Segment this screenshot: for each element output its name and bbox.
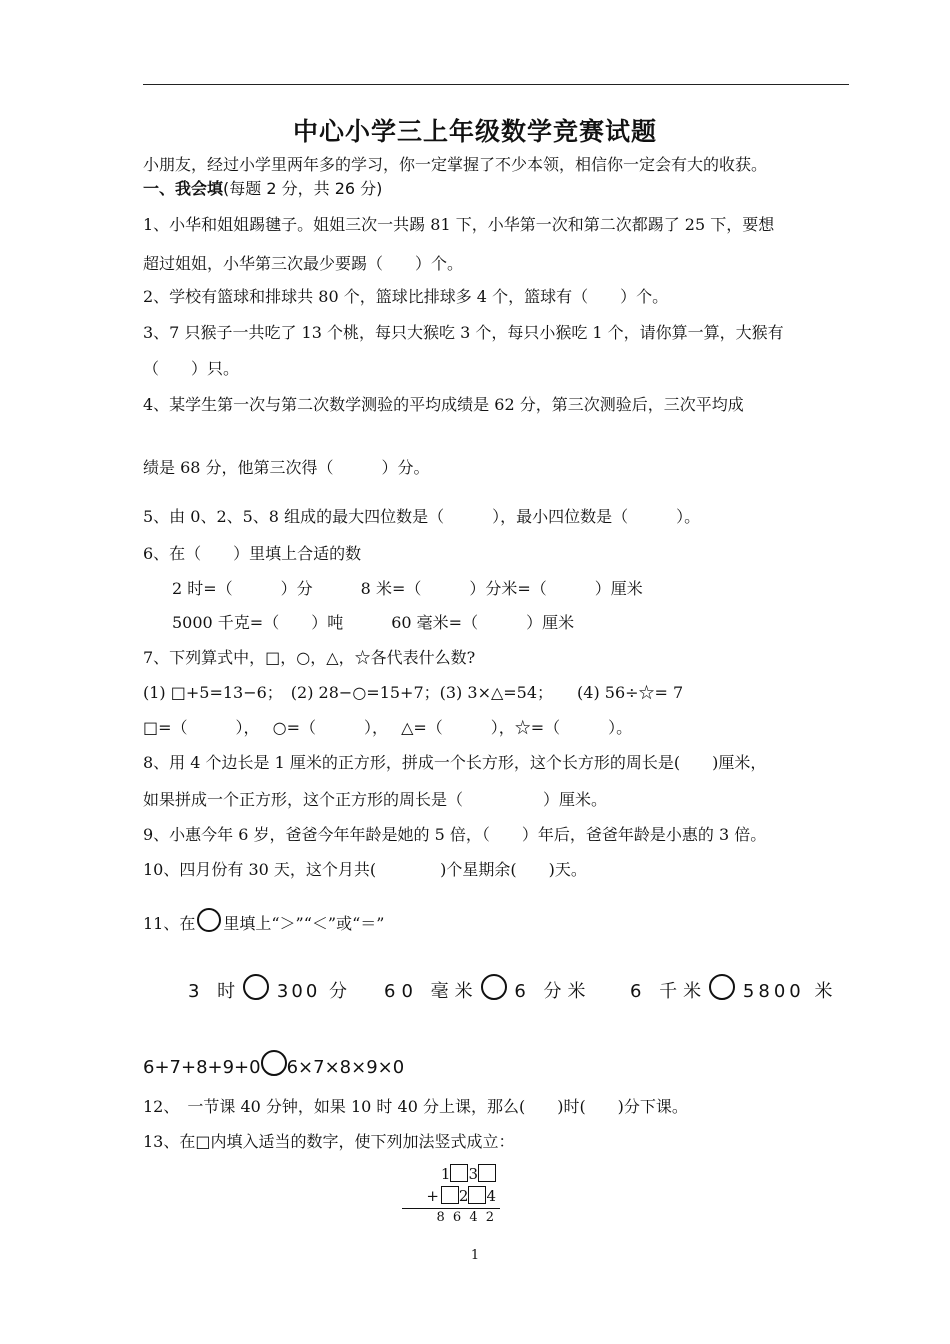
- q2: 2、学校有篮球和排球共 80 个，篮球比排球多 4 个，篮球有（ ）个。: [143, 287, 669, 306]
- intro-text: 小朋友，经过小学里两年多的学习，你一定掌握了不少本领，相信你一定会有大的收获。: [143, 155, 768, 174]
- blank-box[interactable]: [478, 1164, 496, 1182]
- digit: 3: [468, 1165, 478, 1183]
- compare-4: [143, 1050, 404, 1078]
- q7-line2: (1) □+5=13−6； (2) 28−○=15+7；(3) 3×△=54； (4) 56÷☆= 7: [143, 683, 684, 702]
- compare-3-left: 6 千米: [630, 981, 708, 1002]
- q1-line1: 1、小华和姐姐踢毽子。姐姐三次一共踢 81 下，小华第一次和第二次都踢了 25 下，要想: [143, 215, 775, 234]
- q11-prompt: [143, 908, 384, 935]
- section-note: (每题 2 分，共 26 分): [223, 179, 383, 198]
- q11-prompt-a: 11、在: [143, 914, 196, 933]
- q6-line3: 5000 千克=（ ）吨 60 毫米=（ ）厘米: [172, 613, 575, 632]
- q4-line2: 绩是 68 分，他第三次得（ ）分。: [143, 458, 430, 477]
- digit: 2: [458, 1187, 469, 1205]
- section-heading: [143, 178, 382, 200]
- compare-circle-icon[interactable]: [243, 974, 269, 1000]
- compare-circle-icon[interactable]: [709, 974, 735, 1000]
- compare-circle-icon[interactable]: [261, 1050, 287, 1076]
- q6-line2: 2 时=（ ）分 8 米=（ ）分米=（ ）厘米: [172, 579, 643, 598]
- section-title: 一、我会填: [143, 179, 224, 198]
- compare-4-left: 6+7+8+9+0: [143, 1057, 261, 1078]
- sum-result: 8 6 4 2: [436, 1210, 496, 1225]
- compare-1: [188, 974, 350, 1003]
- q7-line3: □=（ ）， ○=（ ）， △=（ ），☆=（ ）。: [143, 718, 633, 737]
- q6-line1: 6、在（ ）里填上合适的数: [143, 544, 362, 563]
- q4-line1: 4、某学生第一次与第二次数学测验的平均成绩是 62 分，第三次测验后，三次平均成: [143, 395, 744, 414]
- compare-1-right: 300 分: [276, 981, 350, 1002]
- compare-2-left: 60 毫米: [384, 981, 479, 1002]
- q13-text: 13、在□内填入适当的数字，使下列加法竖式成立：: [143, 1132, 515, 1151]
- blank-box[interactable]: [450, 1164, 468, 1182]
- blank-box[interactable]: [468, 1186, 486, 1204]
- q3-line2: （ ）只。: [143, 359, 240, 378]
- blank-box[interactable]: [441, 1186, 459, 1204]
- compare-3-right: 5800 米: [742, 981, 837, 1002]
- q10: 10、四月份有 30 天，这个月共( )个星期余( )天。: [143, 860, 587, 879]
- compare-3: [630, 974, 836, 1003]
- q12: 12、 一节课 40 分钟，如果 10 时 40 分上课，那么( )时( )分下课。: [143, 1097, 688, 1116]
- q5: 5、由 0、2、5、8 组成的最大四位数是（ ），最小四位数是（ ）。: [143, 507, 701, 526]
- q8-line1: 8、用 4 个边长是 1 厘米的正方形，拼成一个长方形，这个长方形的周长是( )厘米，: [143, 753, 767, 772]
- addend-1: [441, 1164, 496, 1183]
- compare-2-right: 6 分米: [514, 981, 592, 1002]
- q9: 9、小惠今年 6 岁，爸爸今年年龄是她的 5 倍，（ ）年后，爸爸年龄是小惠的 3 倍。: [143, 825, 767, 844]
- page-title: 中心小学三上年级数学竞赛试题: [292, 117, 657, 146]
- digit: 4: [486, 1187, 496, 1205]
- top-rule: [143, 84, 849, 85]
- compare-circle-icon[interactable]: [481, 974, 507, 1000]
- compare-1-left: 3 时: [188, 981, 242, 1002]
- circle-icon: [197, 908, 221, 932]
- q11-prompt-b: 里填上“＞”“＜”或“＝”: [223, 914, 385, 933]
- q7-line1: 7、下列算式中，□，○，△，☆各代表什么数?: [143, 648, 476, 667]
- compare-2: [384, 974, 592, 1003]
- addition-vertical: [400, 1164, 500, 1228]
- q3-line1: 3、7 只猴子一共吃了 13 个桃，每只大猴吃 3 个，每只小猴吃 1 个，请你算一算，大猴有: [143, 323, 784, 342]
- q1-line2: 超过姐姐，小华第三次最少要踢（ ）个。: [143, 254, 464, 273]
- digit: 1: [440, 1165, 451, 1183]
- addend-2: [426, 1186, 496, 1205]
- sum-line: [402, 1208, 500, 1209]
- page-number: 1: [470, 1248, 480, 1263]
- plus-sign: +: [426, 1187, 439, 1205]
- q8-line2: 如果拼成一个正方形，这个正方形的周长是（ ）厘米。: [143, 790, 608, 809]
- compare-4-right: 6×7×8×9×0: [286, 1057, 405, 1078]
